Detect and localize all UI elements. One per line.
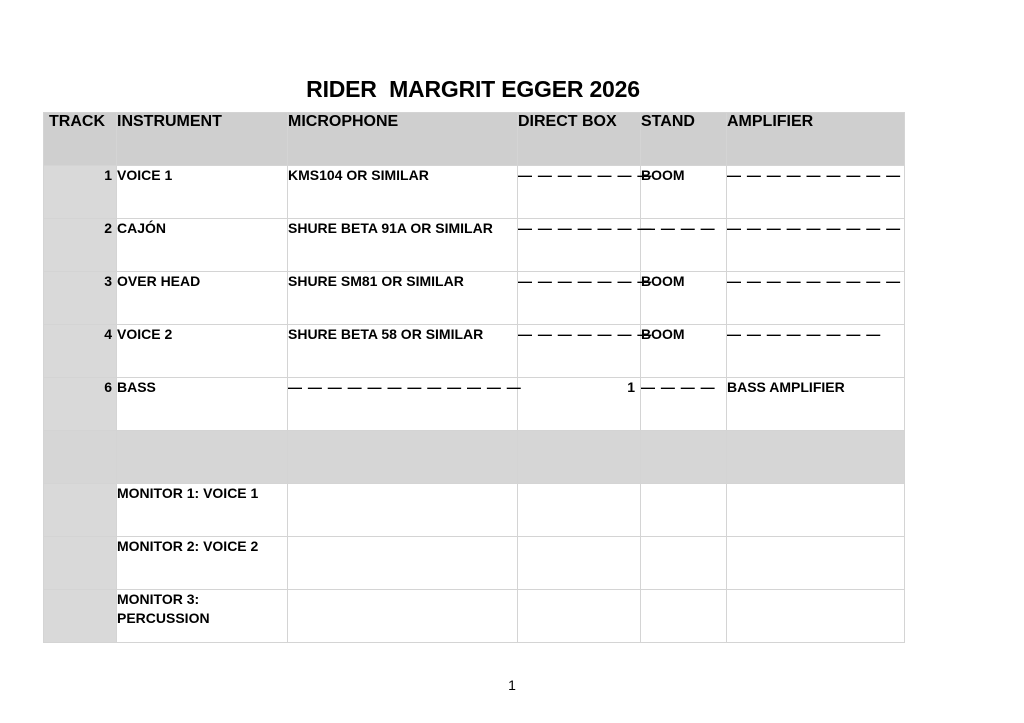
track-cell: 1 [44, 166, 117, 219]
track-cell: 6 [44, 378, 117, 431]
track-cell: 3 [44, 272, 117, 325]
stand-cell: BOOM [641, 272, 727, 325]
microphone-cell: — — — — — — — — — — — — [288, 378, 518, 431]
monitor-row [44, 484, 905, 537]
header-row [44, 113, 905, 166]
stand-cell: BOOM [641, 166, 727, 219]
column-header-direct-box: DIRECT BOX [518, 113, 641, 166]
column-header-amplifier: AMPLIFIER [727, 113, 905, 166]
microphone-cell: SHURE BETA 91A OR SIMILAR [288, 219, 518, 272]
stand-cell: — — — — [641, 219, 727, 272]
stand-cell: — — — — [641, 378, 727, 431]
instrument-cell: BASS [117, 378, 288, 431]
amplifier-cell: — — — — — — — — [727, 325, 905, 378]
instrument-cell: VOICE 2 [117, 325, 288, 378]
amplifier-cell: — — — — — — — — — [727, 272, 905, 325]
table-row [44, 272, 905, 325]
table-row [44, 325, 905, 378]
microphone-cell: SHURE SM81 OR SIMILAR [288, 272, 518, 325]
stand-cell: BOOM [641, 325, 727, 378]
table-row [44, 219, 905, 272]
track-cell: 2 [44, 219, 117, 272]
monitor-row [44, 537, 905, 590]
instrument-cell: VOICE 1 [117, 166, 288, 219]
column-header-instrument: INSTRUMENT [117, 113, 288, 166]
column-header-stand: STAND [641, 113, 727, 166]
amplifier-cell: — — — — — — — — — [727, 219, 905, 272]
spacer-row [44, 431, 905, 484]
direct-box-cell: — — — — — — — [518, 272, 641, 325]
column-header-microphone: MICROPHONE [288, 113, 518, 166]
direct-box-cell: — — — — — — — [518, 166, 641, 219]
table-row [44, 378, 905, 431]
page-number: 1 [508, 677, 516, 693]
instrument-cell: OVER HEAD [117, 272, 288, 325]
instrument-cell: CAJÓN [117, 219, 288, 272]
direct-box-cell: — — — — — — — [518, 325, 641, 378]
microphone-cell: KMS104 OR SIMILAR [288, 166, 518, 219]
monitor-cell: MONITOR 1: VOICE 1 [117, 484, 288, 537]
table-row [44, 166, 905, 219]
track-cell: 4 [44, 325, 117, 378]
monitor-cell: MONITOR 3: PERCUSSION [117, 590, 288, 643]
microphone-cell: SHURE BETA 58 OR SIMILAR [288, 325, 518, 378]
monitor-row [44, 590, 905, 643]
rider-table [43, 112, 905, 643]
amplifier-cell: — — — — — — — — — [727, 166, 905, 219]
document-title: RIDER MARGRIT EGGER 2026 [306, 76, 640, 102]
direct-box-cell: — — — — — — — [518, 219, 641, 272]
column-header-track: TRACK [44, 113, 117, 166]
monitor-cell: MONITOR 2: VOICE 2 [117, 537, 288, 590]
amplifier-cell: BASS AMPLIFIER [727, 378, 905, 431]
direct-box-cell: 1 [518, 378, 641, 431]
